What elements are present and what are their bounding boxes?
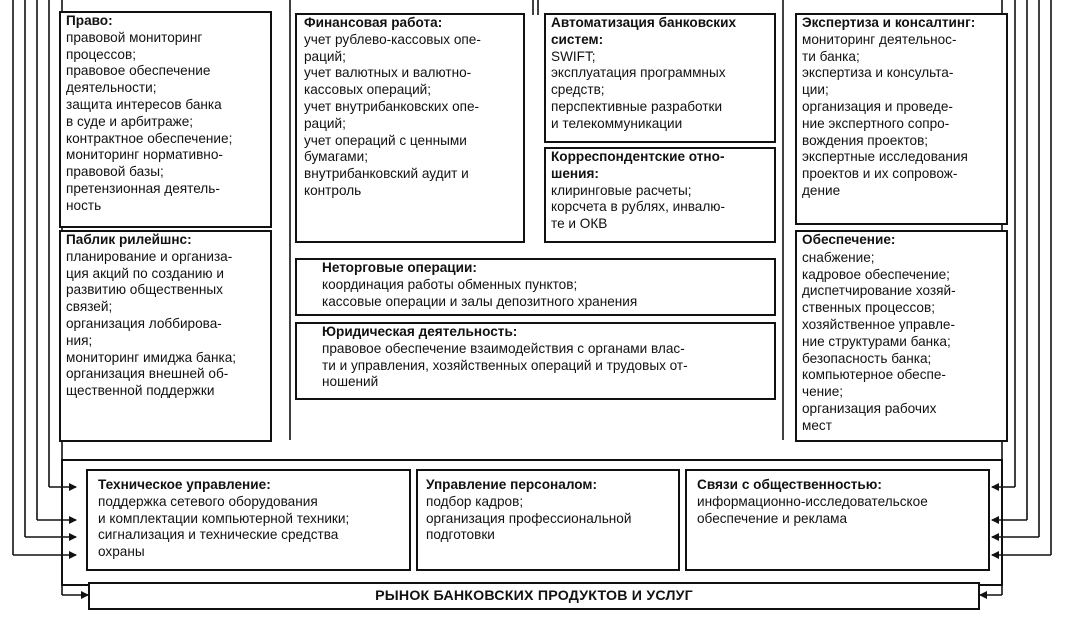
expertise-line: ние экспертного сопро- — [802, 115, 950, 131]
pr-line: щественной поддержки — [66, 383, 215, 399]
public-relations-bottom-box — [685, 469, 990, 571]
personnel-line: подготовки — [426, 527, 495, 543]
support-line: ние структурами банка; — [802, 333, 951, 349]
support-line: чение; — [802, 384, 844, 400]
legal-line: ти и управления, хозяйственных операций и трудовых от- — [322, 357, 688, 373]
law-line: мониторинг нормативно- — [66, 147, 223, 163]
pr-line: организация лоббирова- — [66, 315, 222, 331]
finance-line: учет рублево-кассовых опе- — [304, 31, 481, 47]
support-box — [795, 230, 1008, 442]
finance-title: Финансовая работа: — [304, 15, 443, 30]
personnel-line: организация профессиональной — [426, 510, 632, 526]
law-line: правовой базы; — [66, 164, 164, 180]
finance-line: бумагами; — [304, 149, 368, 165]
finance-line: внутрибанковский аудит и — [304, 166, 469, 182]
support-line: организация рабочих — [802, 400, 937, 416]
technical-line: и комплектации компьютерной техники; — [98, 510, 350, 526]
banking-market-bar: РЫНОК БАНКОВСКИХ ПРОДУКТОВ И УСЛУГ — [88, 582, 980, 610]
automation-line: и телекоммуникации — [551, 115, 683, 131]
support-line: компьютерное обеспе- — [802, 367, 946, 383]
law-line: в суде и арбитраже; — [66, 113, 194, 129]
publicrel-title: Связи с общественностью: — [697, 477, 882, 492]
nontrade-title: Неторговые операции: — [322, 260, 477, 275]
support-line: диспетчирование хозяй- — [802, 283, 956, 299]
automation-line: эксплуатация программных — [551, 65, 726, 81]
support-line: безопасность банка; — [802, 350, 932, 366]
support-title: Обеспечение: — [802, 232, 896, 247]
legal-line: правовое обеспечение взаимодействия с органами влас- — [322, 340, 685, 356]
automation-lines — [551, 49, 770, 133]
law-title: Право: — [66, 13, 113, 28]
law-lines — [66, 30, 266, 215]
expertise-line: экспертиза и консульта- — [802, 65, 954, 81]
automation-box — [544, 13, 776, 143]
support-lines — [802, 250, 1002, 435]
law-line: контрактное обеспечение; — [66, 130, 233, 146]
nontrade-line: кассовые операции и залы депозитного хранения — [322, 293, 638, 309]
personnel-management-box — [416, 469, 680, 571]
technical-line: охраны — [98, 544, 145, 560]
correspondent-line: корсчета в рублях, инвалю- — [551, 199, 726, 215]
personnel-title: Управление персоналом: — [426, 477, 597, 492]
expertise-line: вождения проектов; — [802, 132, 929, 148]
expertise-lines — [802, 32, 1002, 200]
legal-activity-box — [295, 322, 776, 400]
pr-line: ния; — [66, 332, 93, 348]
finance-line: контроль — [304, 182, 362, 198]
technical-line: сигнализация и технические средства — [98, 527, 339, 543]
personnel-line: подбор кадров; — [426, 493, 524, 509]
expertise-line: экспертные исследования — [802, 149, 968, 165]
pr-line: развитию общественных — [66, 282, 223, 298]
finance-line: раций; — [304, 115, 346, 131]
expertise-line: проектов и их сопровож- — [802, 166, 958, 182]
finance-line: учет операций с ценными — [304, 132, 467, 148]
automation-line: перспективные разработки — [551, 98, 723, 114]
finance-line: учет валютных и валютно- — [304, 65, 472, 81]
law-line: деятельности; — [66, 80, 157, 96]
technical-title: Техническое управление: — [98, 477, 271, 492]
correspondent-line: те и ОКВ — [551, 216, 608, 232]
finance-line: учет внутрибанковских опе- — [304, 98, 480, 114]
automation-line: средств; — [551, 82, 605, 98]
pr-line: планирование и организа- — [66, 248, 233, 264]
expertise-title: Экспертиза и консалтинг: — [802, 15, 976, 30]
finance-line: раций; — [304, 48, 346, 64]
pr-line: связей; — [66, 299, 113, 315]
finance-lines — [304, 32, 519, 200]
pr-lines — [66, 249, 266, 400]
law-line: правовой мониторинг — [66, 29, 203, 45]
support-line: ственных процессов; — [802, 300, 935, 316]
expertise-line: ти банка; — [802, 48, 860, 64]
expertise-line: мониторинг деятельнос- — [802, 31, 957, 47]
law-line: правовое обеспечение — [66, 63, 211, 79]
pr-title: Паблик рилейшнс: — [66, 232, 192, 247]
automation-title: Автоматизация банковских систем: — [551, 15, 737, 47]
law-line: ность — [66, 197, 102, 213]
support-line: мест — [802, 417, 832, 433]
correspondent-box — [544, 147, 776, 243]
finance-box — [295, 13, 525, 243]
publicrel-line: обеспечение и реклама — [697, 510, 848, 526]
expertise-box — [795, 13, 1008, 225]
pr-line: ция акций по созданию и — [66, 265, 224, 281]
support-line: снабжение; — [802, 249, 875, 265]
finance-line: кассовых операций; — [304, 82, 432, 98]
support-line: хозяйственное управле- — [802, 316, 956, 332]
legal-title: Юридическая деятельность: — [322, 324, 518, 339]
correspondent-title: Корреспондентские отно- шения: — [551, 149, 725, 181]
technical-management-box — [86, 469, 411, 571]
nontrade-line: координация работы обменных пунктов; — [322, 276, 578, 292]
expertise-line: дение — [802, 182, 841, 198]
pr-line: мониторинг имиджа банка; — [66, 349, 237, 365]
correspondent-line: клиринговые расчеты; — [551, 182, 692, 198]
nontrade-box — [295, 258, 776, 316]
law-box — [59, 11, 272, 228]
law-line: претензионная деятель- — [66, 180, 220, 196]
publicrel-line: информационно-исследовательское — [697, 493, 928, 509]
law-line: процессов; — [66, 46, 136, 62]
law-line: защита интересов банка — [66, 96, 222, 112]
legal-line: ношений — [322, 374, 379, 390]
automation-line: SWIFT; — [551, 48, 596, 64]
pr-line: организация внешней об- — [66, 366, 229, 382]
correspondent-lines — [551, 183, 770, 233]
expertise-line: организация и проведе- — [802, 98, 953, 114]
technical-line: поддержка сетевого оборудования — [98, 493, 318, 509]
public-relations-box — [59, 230, 272, 442]
support-line: кадровое обеспечение; — [802, 266, 950, 282]
expertise-line: ции; — [802, 82, 829, 98]
